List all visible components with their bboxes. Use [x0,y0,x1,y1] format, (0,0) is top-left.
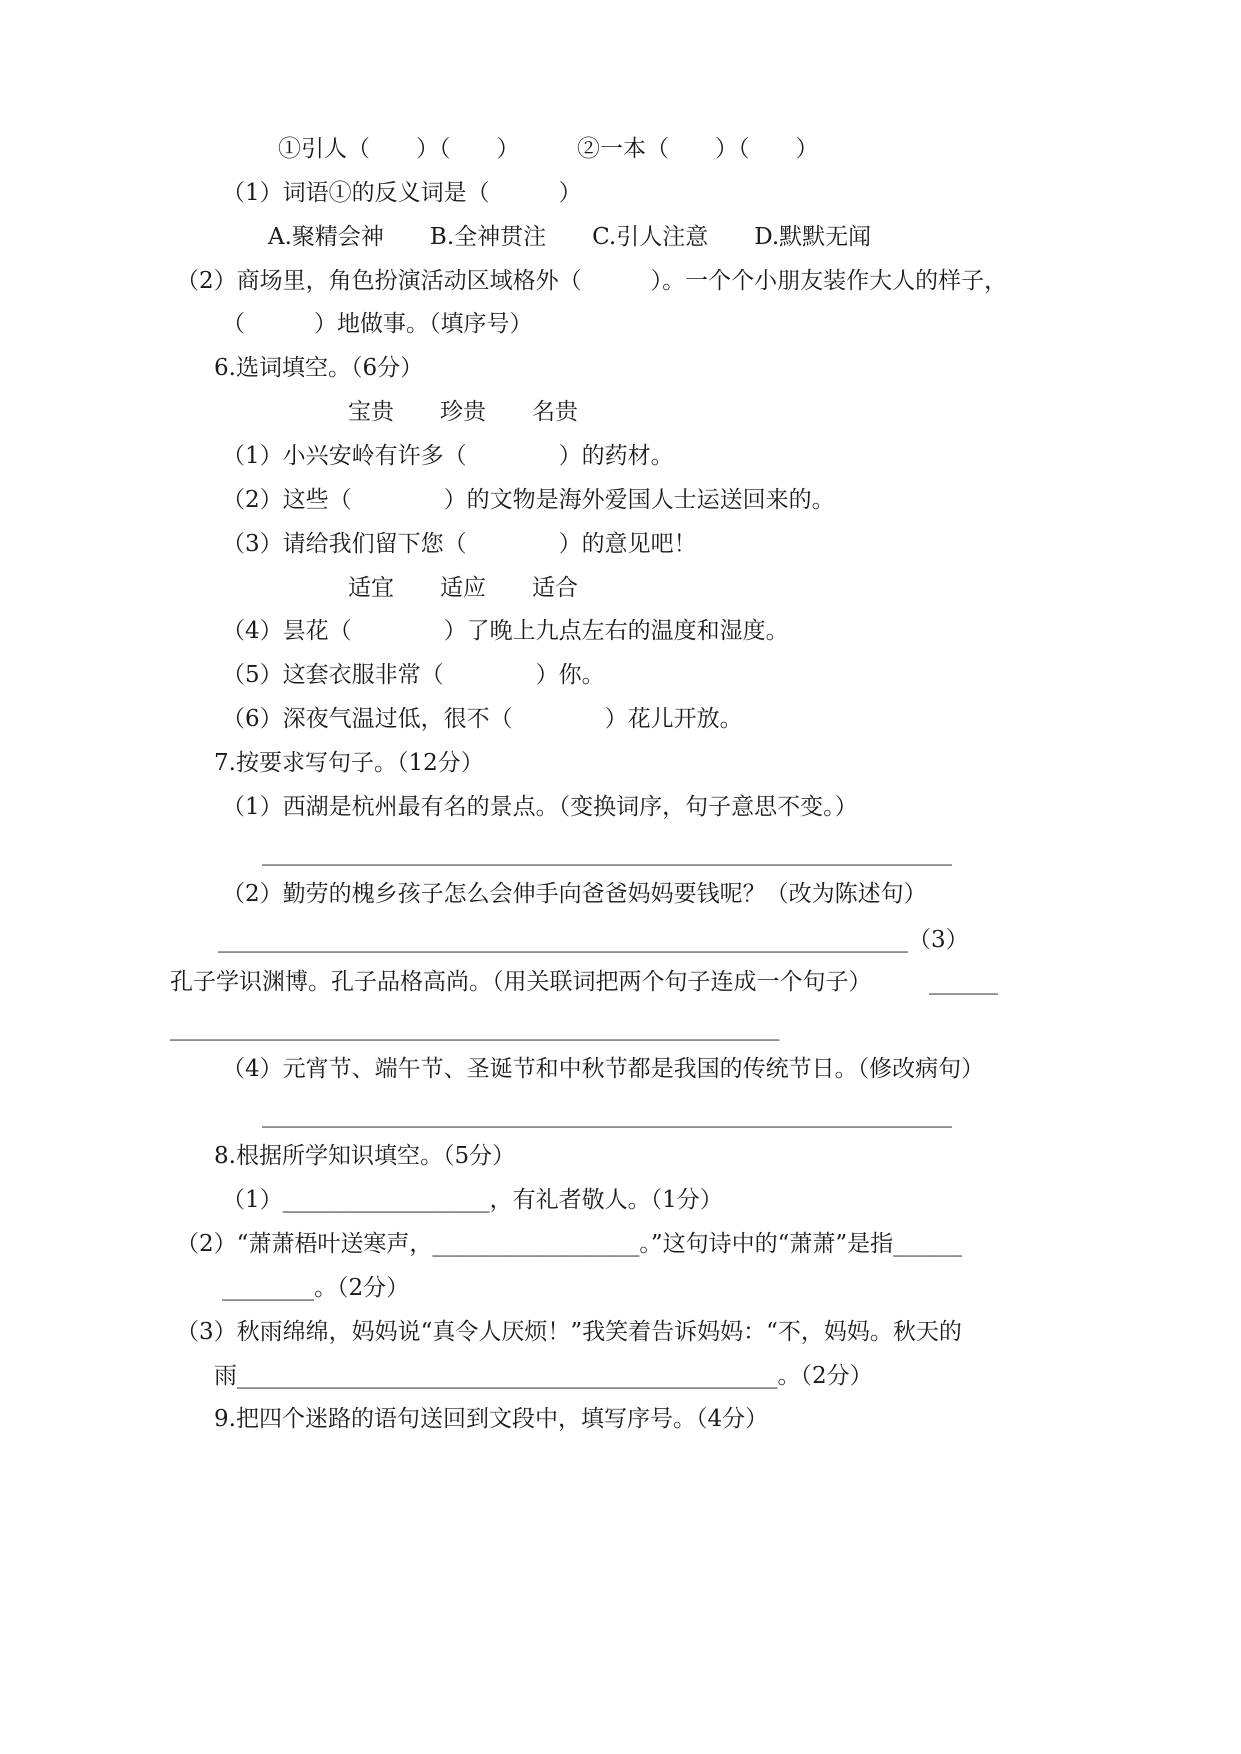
answer-line: ____________________________________________________________ [262,1102,952,1128]
text-line: （1）西湖是杭州最有名的景点。（变换词序，句子意思不变。） [222,794,858,820]
text-line: （4）昙花（ ）了晚上九点左右的温度和湿度。 [222,618,789,644]
text-line: （4）元宵节、端午节、圣诞节和中秋节都是我国的传统节日。（修改病句） [222,1056,985,1082]
text-line: （3）秋雨绵绵，妈妈说“真令人厌烦！”我笑着告诉妈妈：“不，妈妈。秋天的 [176,1319,962,1345]
text-line: （6）深夜气温过低，很不（ ）花儿开放。 [222,706,743,732]
text-line: （2）“萧萧梧叶送寒声，__________________。”这句诗中的“萧萧”是指______ [176,1231,963,1257]
text-line: ①引人（ ）（ ） ②一本（ ）（ ） [278,136,819,162]
text-line: A.聚精会神 B.全神贯注 C.引人注意 D.默默无闻 [268,224,872,250]
text-line: （2）这些（ ）的文物是海外爱国人士运送回来的。 [222,487,835,513]
text-line: （ ）地做事。（填序号） [222,311,533,337]
section-heading: 6.选词填空。（6分） [214,355,424,381]
answer-line: _____________________________________________________ [170,1015,780,1041]
answer-line: ____________________________________________________________ [262,840,952,866]
text-line: （1）__________________，有礼者敬人。（1分） [222,1187,723,1213]
word-choices: 宝贵 珍贵 名贵 [348,399,578,425]
text-line: （5）这套衣服非常（ ）你。 [222,662,605,688]
answer-line: ____________________________________________________________（3） [218,927,969,953]
text-line: （2）商场里，角色扮演活动区域格外（ ）。一个个小朋友装作大人的样子， [176,268,1008,294]
section-heading: 8.根据所学知识填空。（5分） [214,1143,516,1169]
section-heading: 7.按要求写句子。（12分） [214,750,484,776]
text-line: （2）勤劳的槐乡孩子怎么会伸手向爸爸妈妈要钱呢？（改为陈述句） [222,881,927,907]
word-choices: 适宜 适应 适合 [348,575,578,601]
text-line: 雨_______________________________________________。（2分） [214,1363,873,1389]
text-line: （3）请给我们留下您（ ）的意见吧！ [222,531,697,557]
section-heading: 9.把四个迷路的语句送回到文段中，填写序号。（4分） [214,1406,769,1432]
text-line: ________。（2分） [222,1275,410,1301]
text-line: 孔子学识渊博。孔子品格高尚。（用关联词把两个句子连成一个句子） ______ [170,969,998,995]
text-line: （1）小兴安岭有许多（ ）的药材。 [222,443,674,469]
text-line: （1）词语①的反义词是（ ） [222,180,582,206]
